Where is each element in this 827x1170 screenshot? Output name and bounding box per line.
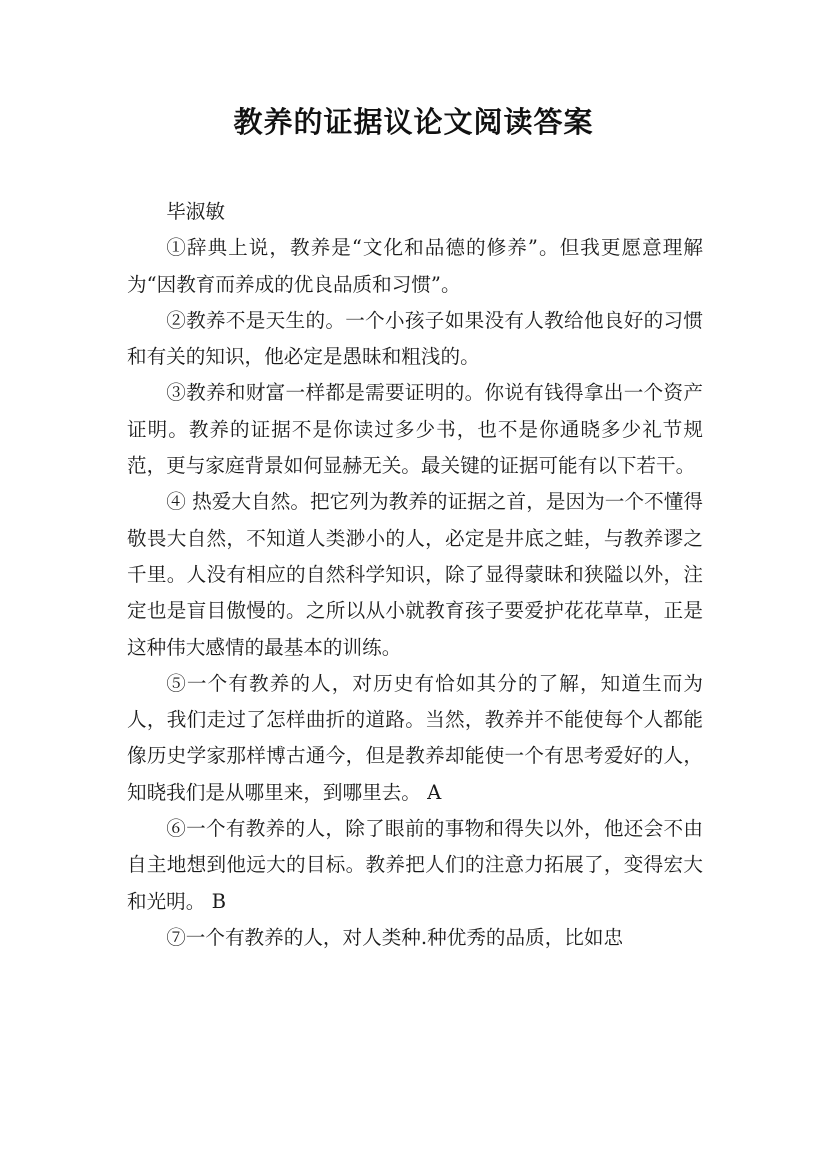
- paragraph-2: ②教养不是天生的。一个小孩子如果没有人教给他良好的习惯和有关的知识，他必定是愚昧和粗浅的。: [127, 308, 703, 369]
- article-body: [127, 194, 703, 956]
- paragraph-5: ⑤一个有教养的人，对历史有恰如其分的了解，知道生而为人，我们走过了怎样曲折的道路。当然，教养并不能使每个人都能像历史学家那样博古通今，但是教养却能使一个有思考爱好的人，知晓我们是从哪里来，到哪里去。 A: [127, 671, 703, 804]
- document-title: 教养的证据议论文阅读答案: [233, 105, 594, 139]
- paragraph-4: ④ 热爱大自然。把它列为教养的证据之首，是因为一个不懂得敬畏大自然，不知道人类渺小的人，必定是井底之蛙，与教养谬之千里。人没有相应的自然科学知识，除了显得蒙昧和狭隘以外，注定也是盲目傲慢的。之所以从小就教育孩子要爱护花花草草，正是这种伟大感情的最基本的训练。: [127, 490, 703, 659]
- paragraph-3: ③教养和财富一样都是需要证明的。你说有钱得拿出一个资产证明。教养的证据不是你读过多少书，也不是你通晓多少礼节规范，更与家庭背景如何显赫无关。最关键的证据可能有以下若干。: [127, 381, 703, 478]
- paragraph-7: ⑦一个有教养的人，对人类种.种优秀的品质，比如忠: [166, 925, 624, 949]
- author-name: 毕淑敏: [166, 200, 225, 223]
- paragraph-1: ①辞典上说，教养是“文化和品德的修养”。但我更愿意理解为“因教育而养成的优良品质和习惯”。: [127, 236, 703, 296]
- paragraph-6: ⑥一个有教养的人，除了眼前的事物和得失以外，他还会不由自主地想到他远大的目标。教养把人们的注意力拓展了，变得宏大和光明。 B: [127, 817, 703, 913]
